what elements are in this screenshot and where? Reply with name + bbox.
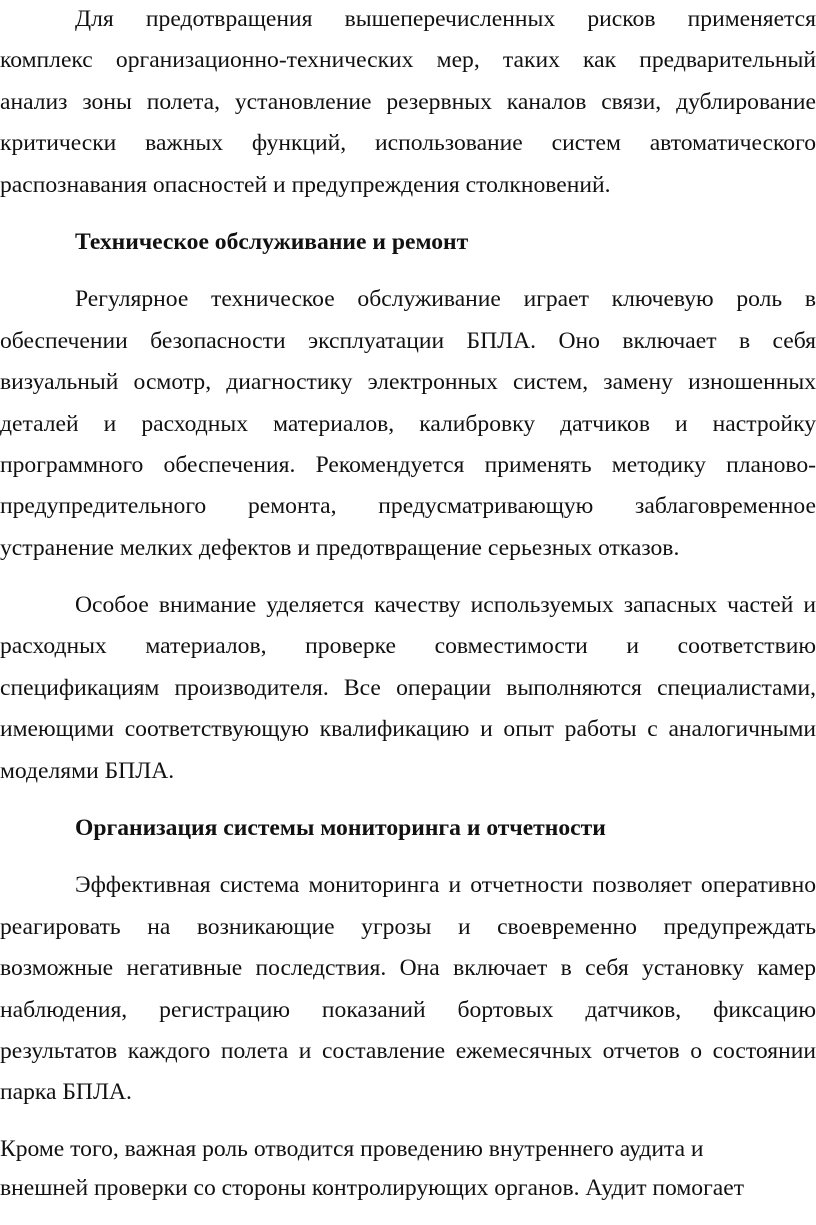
text-line: комплекс организационно-технических мер, таких как предварительный [0, 47, 816, 74]
paragraph [0, 1130, 816, 1209]
text-line: Эффективная система мониторинга и отчетности позволяет оперативно [75, 872, 816, 899]
text-line: Регулярное техническое обслуживание играет ключевую роль в [75, 286, 816, 313]
text-line: деталей и расходных материалов, калибровку датчиков и настройку [0, 410, 816, 437]
paragraph [0, 585, 816, 792]
text-line: имеющими соответствующую квалификацию и опыт работы с аналогичными [0, 716, 816, 743]
section-heading: Техническое обслуживание и ремонт [75, 228, 469, 255]
text-line: Кроме того, важная роль отводится проведению внутреннего аудита и [0, 1135, 704, 1162]
text-line: устранение мелких дефектов и предотвращение серьезных отказов. [0, 534, 680, 561]
text-line: предупредительного ремонта, предусматривающую заблаговременное [0, 493, 816, 520]
text-line: Особое внимание уделяется качеству используемых запасных частей и [75, 592, 816, 619]
text-line: программного обеспечения. Рекомендуется применять методику планово- [0, 451, 816, 478]
text-line: обеспечении безопасности эксплуатации БПЛА. Оно включает в себя [0, 327, 816, 354]
text-line: моделями БПЛА. [0, 757, 175, 784]
paragraph [0, 865, 816, 1113]
text-line: расходных материалов, проверке совместимости и соответствию [0, 633, 816, 660]
section-heading: Организация системы мониторинга и отчетности [75, 815, 606, 842]
text-line: возможные негативные последствия. Она включает в себя установку камер [0, 955, 816, 982]
text-line: критически важных функций, использование систем автоматического [0, 130, 816, 157]
text-line: наблюдения, регистрацию показаний бортовых датчиков, фиксацию [0, 996, 816, 1023]
text-line: внешней проверки со стороны контролирующих органов. Аудит помогает [0, 1175, 745, 1202]
text-line: Для предотвращения вышеперечисленных рисков применяется [75, 6, 816, 32]
paragraph [0, 0, 816, 206]
text-line: парка БПЛА. [0, 1079, 132, 1106]
text-line: результатов каждого полета и составление ежемесячных отчетов о состоянии [0, 1037, 816, 1064]
text-line: распознавания опасностей и предупреждения столкновений. [0, 171, 611, 198]
text-line: визуальный осмотр, диагностику электронных систем, замену изношенных [0, 369, 816, 396]
text-line: реагировать на возникающие угрозы и своевременно предупреждать [0, 913, 816, 940]
text-line: спецификациям производителя. Все операции выполняются специалистами, [0, 674, 816, 701]
paragraph [0, 279, 816, 569]
text-line: анализ зоны полета, установление резервных каналов связи, дублирование [0, 88, 816, 115]
